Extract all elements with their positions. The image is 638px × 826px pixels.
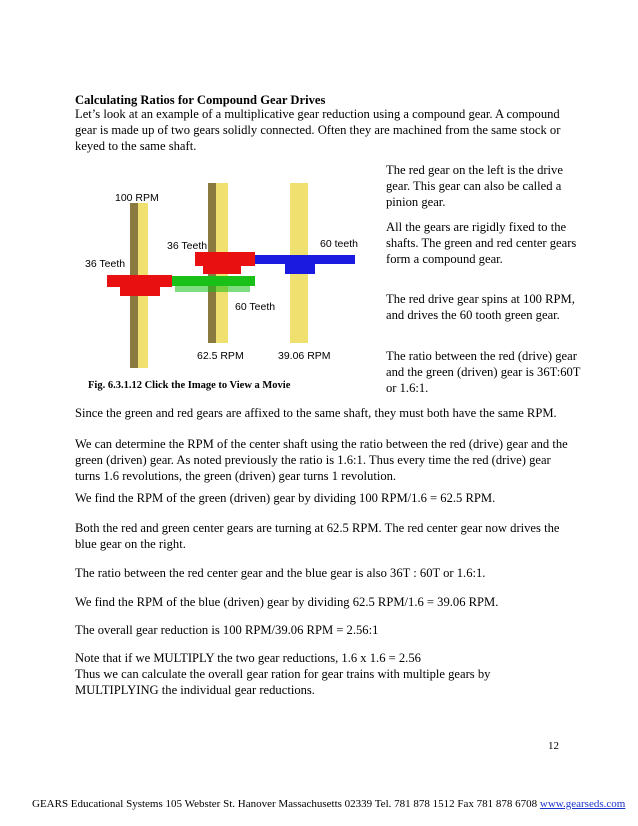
side-paragraph-compound-gear: All the gears are rigidly fixed to the shafts. The green and red center gears form a compound gear. (386, 220, 577, 266)
body-paragraph: We find the RPM of the blue (driven) gear by dividing 62.5 RPM/1.6 = 39.06 RPM. (75, 595, 499, 609)
label-center-60-teeth: 60 Teeth (235, 301, 276, 313)
gear-train-figure[interactable] (75, 175, 375, 400)
side-paragraph-drive-speed: The red drive gear spins at 100 RPM, and drives the 60 tooth green gear. (386, 292, 575, 322)
section-heading: Calculating Ratios for Compound Gear Drives (75, 93, 326, 107)
body-paragraph: Thus we can calculate the overall gear ration for gear trains with multiple gears by MULTIPLYING the individual gear reductions. (75, 667, 491, 697)
body-paragraph: We find the RPM of the green (driven) gear by dividing 100 RPM/1.6 = 62.5 RPM. (75, 491, 496, 505)
gear-train-illustration[interactable] (75, 175, 375, 400)
side-paragraph-drive-gear: The red gear on the left is the drive gear. This gear can also be called a pinion gear. (386, 163, 563, 209)
label-center-36-teeth: 36 Teeth (167, 240, 208, 252)
body-paragraph: Both the red and green center gears are turning at 62.5 RPM. The red center gear now drives the blue gear on the right. (75, 521, 560, 551)
body-paragraph: We can determine the RPM of the center shaft using the ratio between the red (drive) gear and the green (driven) gear. As noted previously the ratio is 1.6:1. Thus every time the red (drive) gear turns 1.6 revolutions, the green (driven) gear turns 1 revolution. (75, 437, 568, 483)
green-gear-shadow (175, 286, 250, 292)
page-footer (32, 796, 625, 812)
footer-website-link[interactable]: www.gearseds.com (539, 798, 626, 810)
body-paragraph: The ratio between the red center gear and the blue gear is also 36T : 60T or 1.6:1. (75, 566, 486, 580)
green-gear (170, 276, 255, 286)
intro-paragraph: Let’s look at an example of a multiplicative gear reduction using a compound gear. A compound gear is made up of two gears solidly connected. Often they are machined from the same stock or keyed to the same shaft. (75, 107, 561, 153)
label-100-rpm: 100 RPM (115, 192, 159, 204)
body-paragraph: The overall gear reduction is 100 RPM/39.06 RPM = 2.56:1 (75, 623, 379, 637)
body-paragraph: Since the green and red gears are affixed to the same shaft, they must both have the same RPM. (75, 406, 557, 420)
center-red-gear-hub (203, 266, 241, 274)
footer-contact-text: GEARS Educational Systems 105 Webster St. Hanover Massachusetts 02339 Tel. 781 878 1512 Fax 781 878 6708 (32, 798, 538, 810)
figure-caption: Fig. 6.3.1.12 Click the Image to View a Movie (88, 380, 291, 391)
left-red-drive-gear (107, 275, 172, 287)
page-number: 12 (548, 740, 559, 752)
left-red-gear-hub (120, 287, 160, 296)
label-right-60-teeth: 60 teeth (320, 238, 358, 250)
side-paragraph-ratio: The ratio between the red (drive) gear and the green (driven) gear is 36T:60T or 1.6:1. (386, 349, 581, 395)
blue-gear (250, 255, 355, 264)
body-paragraph: Note that if we MULTIPLY the two gear reductions, 1.6 x 1.6 = 2.56 (75, 651, 421, 665)
center-red-gear (195, 252, 255, 266)
label-62-5-rpm: 62.5 RPM (197, 350, 244, 362)
blue-gear-hub (285, 264, 315, 274)
label-39-06-rpm: 39.06 RPM (278, 350, 331, 362)
label-left-36-teeth: 36 Teeth (85, 258, 126, 270)
